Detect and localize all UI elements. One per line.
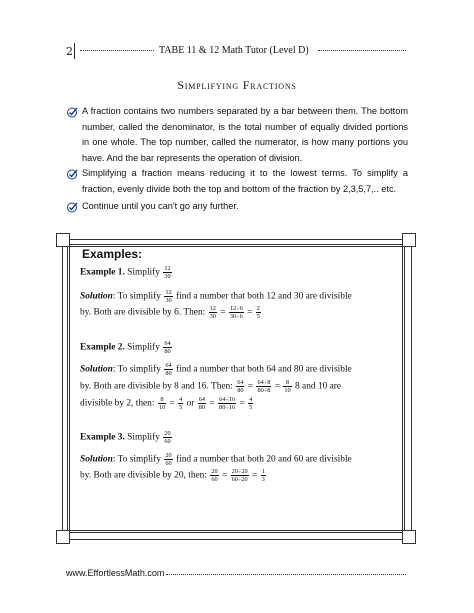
example-3-solution-line1: Solution: To simplify $\frac{20}{60}$ find a number that both 20 and 60 are divisible	[80, 452, 352, 467]
prompt-text: Simplify	[127, 342, 160, 353]
fraction: $\frac{20}{60}$	[164, 430, 171, 445]
prompt-text: Simplify	[127, 267, 160, 278]
fraction: $\frac{20}{60}$	[211, 468, 218, 483]
header-dotted-rule-left	[80, 50, 154, 51]
fraction: $\frac{64}{80}$	[237, 379, 244, 394]
fraction: $\frac{20\div 20}{60\div 20}$	[231, 468, 248, 483]
fraction: $\frac{12}{30}$	[165, 289, 172, 304]
fraction: $\frac{8}{10}$	[158, 396, 166, 411]
example-3-solution-line2: by. Both are divisible by 20, then: $\frac{20}{60}$ = $\frac{20\div 20}{60\div 20}$ = $\frac{1}{3}$	[80, 468, 265, 483]
bullet-text: Simplifying a fraction means reducing it to the lowest terms. To simplify a fraction, evenly divide both the top and bottom of the fraction by 2,3,5,7,.. etc.	[82, 168, 408, 194]
bullet-item-definition	[66, 104, 408, 166]
frame-corner-ornament	[56, 530, 70, 544]
prompt-text: Simplify	[127, 432, 160, 443]
footer-website: www.EffortlessMath.com	[66, 568, 165, 578]
header-divider	[74, 43, 75, 59]
frame-corner-ornament	[402, 530, 416, 544]
example-label: Example 3.	[80, 432, 125, 443]
bullet-item-continue	[66, 199, 408, 215]
example-label: Example 1.	[80, 267, 125, 278]
bullet-item-simplifying	[66, 166, 408, 197]
frame-corner-ornament	[402, 233, 416, 247]
example-label: Example 2.	[80, 342, 125, 353]
fraction: $\frac{12}{30}$	[164, 265, 171, 280]
fraction: $\frac{1}{3}$	[261, 468, 265, 483]
examples-heading: Examples:	[82, 247, 143, 261]
bullet-text: Continue until you can't go any further.	[82, 201, 239, 211]
example-1-solution-line2: by. Both are divisible by 6. Then: $\frac{12}{30}$ = $\frac{12\div 6}{30\div 6}$ = $\frac{2}{5}$	[80, 305, 260, 320]
fraction: $\frac{12}{30}$	[209, 305, 216, 320]
fraction: $\frac{8}{10}$	[284, 379, 291, 394]
header-title: TABE 11 & 12 Math Tutor (Level D)	[159, 45, 309, 56]
example-1-prompt	[80, 265, 392, 280]
checkmark-circle-icon	[66, 106, 78, 118]
page-number: 2	[66, 45, 73, 58]
fraction: $\frac{20}{60}$	[165, 452, 172, 467]
fraction: $\frac{4}{5}$	[179, 396, 183, 411]
example-2-solution-line2: by. Both are divisible by 8 and 16. Then: $\frac{64}{80}$ = $\frac{64\div 8}{80\div 8}$ = $\frac{8}{10}$ 8 and 10 are	[80, 379, 342, 394]
fraction: $\frac{4}{5}$	[249, 396, 253, 411]
header-dotted-rule-right	[318, 50, 406, 51]
fraction: $\frac{2}{5}$	[256, 305, 260, 320]
frame-corner-ornament	[56, 233, 70, 247]
example-1-solution-line1: Solution: To simplify $\frac{12}{30}$ find a number that both 12 and 30 are divisible	[80, 289, 352, 304]
fraction: $\frac{12\div 6}{30\div 6}$	[229, 305, 243, 320]
section-title: Simplifying Fractions	[177, 78, 297, 92]
example-2-solution-line3: divisible by 2, then: $\frac{8}{10}$ = $\frac{4}{5}$ or $\frac{64}{80}$ = $\frac{64\div 16}{80\div 16}$ = $\frac{4}{5}$	[80, 396, 253, 411]
example-2-prompt	[80, 340, 392, 355]
footer-dotted-rule	[166, 574, 406, 575]
fraction: $\frac{64\div 8}{80\div 8}$	[257, 379, 271, 394]
example-3-prompt	[80, 430, 392, 445]
solution-label: Solution	[80, 291, 113, 302]
checkmark-circle-icon	[66, 168, 78, 180]
fraction: $\frac{64}{80}$	[164, 340, 171, 355]
checkmark-circle-icon	[66, 201, 78, 213]
fraction: $\frac{64}{80}$	[165, 362, 172, 377]
solution-label: Solution	[80, 454, 113, 465]
bullet-text: A fraction contains two numbers separated by a bar between them. The bottom number, called the denominator, is the total number of equally divided portions in one whole. The top number, called the numerator, is how many portions you have. And the bar represents the operation of division.	[82, 106, 408, 163]
example-2-solution-line1: Solution: To simplify $\frac{64}{80}$ find a number that both 64 and 80 are divisible	[80, 362, 352, 377]
fraction: $\frac{64}{80}$	[198, 396, 206, 411]
fraction: $\frac{64\div 16}{80\div 16}$	[219, 396, 236, 411]
solution-label: Solution	[80, 364, 113, 375]
